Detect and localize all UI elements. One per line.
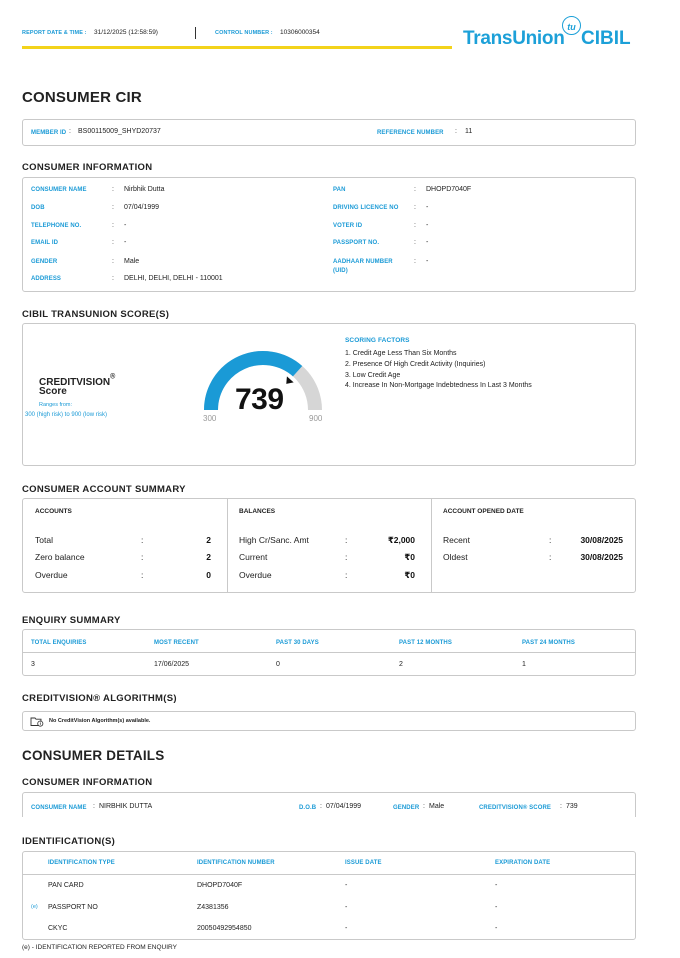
score-value: 739 bbox=[235, 383, 284, 416]
header-divider bbox=[195, 27, 196, 39]
identifications-box bbox=[22, 851, 636, 940]
telephone-value: - bbox=[124, 222, 127, 229]
passport-label: PASSPORT NO. bbox=[333, 240, 380, 246]
balance-high-colon: : bbox=[345, 535, 348, 545]
voter-id-label: VOTER ID bbox=[333, 223, 363, 229]
details-dob-value: 07/04/1999 bbox=[326, 803, 362, 810]
id-row-3-issue: - bbox=[345, 925, 348, 932]
telephone-colon: : bbox=[112, 222, 114, 229]
balances-title: BALANCES bbox=[239, 508, 276, 515]
enquiry-col-12m: PAST 12 MONTHS bbox=[399, 640, 452, 646]
details-name-colon: : bbox=[93, 803, 95, 810]
details-dob-colon: : bbox=[320, 803, 322, 810]
aadhaar-colon: : bbox=[414, 258, 416, 265]
id-row-3-type: CKYC bbox=[48, 925, 68, 932]
opened-title: ACCOUNT OPENED DATE bbox=[443, 508, 524, 515]
enquiry-col-24m: PAST 24 MONTHS bbox=[522, 640, 575, 646]
accounts-zero-value: 2 bbox=[206, 552, 211, 562]
creditvision-reg: ® bbox=[110, 373, 116, 381]
driving-licence-label: DRIVING LICENCE NO bbox=[333, 205, 399, 211]
pan-value: DHOPD7040F bbox=[426, 186, 472, 193]
dob-colon: : bbox=[112, 204, 114, 211]
tu-badge-text: tu bbox=[567, 22, 576, 32]
scoring-factor-4: 4. Increase In Non-Mortgage Indebtedness In Last 3 Months bbox=[345, 382, 532, 389]
details-dob-label: D.O.B bbox=[299, 805, 317, 811]
summary-divider-1 bbox=[227, 499, 228, 592]
range-label: Ranges from: bbox=[39, 402, 73, 408]
details-score-value: 739 bbox=[566, 803, 578, 810]
enquiry-val-recent: 17/06/2025 bbox=[154, 661, 190, 668]
id-row-1-expiry: - bbox=[495, 882, 498, 889]
aadhaar-label: AADHAAR NUMBER bbox=[333, 259, 393, 265]
id-row-2-expiry: - bbox=[495, 904, 498, 911]
enquiry-header-rule bbox=[23, 652, 635, 653]
balance-high-value: ₹2,000 bbox=[387, 535, 415, 545]
range-text: 300 (high risk) to 900 (low risk) bbox=[25, 412, 108, 418]
aadhaar-value: - bbox=[426, 258, 429, 265]
balance-current-value: ₹0 bbox=[404, 552, 415, 562]
id-row-1-type: PAN CARD bbox=[48, 882, 84, 889]
algorithm-heading: CREDITVISION® ALGORITHM(S) bbox=[22, 693, 177, 704]
member-id-value: BS00115009_SHYD20737 bbox=[78, 128, 161, 135]
page-title: CONSUMER CIR bbox=[22, 89, 142, 106]
id-col-type: IDENTIFICATION TYPE bbox=[48, 860, 115, 866]
summary-divider-2 bbox=[431, 499, 432, 592]
enquiry-summary-box bbox=[22, 629, 636, 676]
dob-label: DOB bbox=[31, 205, 45, 211]
consumer-name-label: CONSUMER NAME bbox=[31, 187, 87, 193]
account-summary-heading: CONSUMER ACCOUNT SUMMARY bbox=[22, 484, 186, 495]
aadhaar-label-uid: (UID) bbox=[333, 268, 348, 274]
logo-cibil-text: CIBIL bbox=[581, 28, 631, 49]
control-number-value: 10306000354 bbox=[280, 29, 320, 36]
details-gender-label: GENDER bbox=[393, 805, 420, 811]
identifications-footnote: (e) - IDENTIFICATION REPORTED FROM ENQUIRY bbox=[22, 944, 177, 951]
id-col-number: IDENTIFICATION NUMBER bbox=[197, 860, 275, 866]
member-id-colon: : bbox=[69, 128, 71, 135]
email-label: EMAIL ID bbox=[31, 240, 59, 246]
identifications-header-rule bbox=[23, 874, 635, 875]
id-row-2-number: Z4381356 bbox=[197, 904, 229, 911]
account-summary-box bbox=[22, 498, 636, 593]
accounts-total-label: Total bbox=[35, 535, 53, 545]
accounts-overdue-label: Overdue bbox=[35, 570, 68, 580]
id-row-3-number: 20050492954850 bbox=[197, 925, 252, 932]
creditvision-name: CREDITVISION bbox=[39, 377, 111, 388]
accounts-title: ACCOUNTS bbox=[35, 508, 72, 515]
passport-value: - bbox=[426, 239, 429, 246]
score-box bbox=[22, 323, 636, 466]
opened-oldest-label: Oldest bbox=[443, 552, 468, 562]
details-name-label: CONSUMER NAME bbox=[31, 805, 87, 811]
report-date-value: 31/12/2025 (12:58:59) bbox=[94, 29, 158, 36]
reference-number-value: 11 bbox=[465, 128, 473, 135]
scoring-factors-heading: SCORING FACTORS bbox=[345, 337, 410, 344]
balance-overdue-value: ₹0 bbox=[404, 570, 415, 580]
scoring-factor-1: 1. Credit Age Less Than Six Months bbox=[345, 350, 457, 357]
opened-recent-label: Recent bbox=[443, 535, 470, 545]
enquiry-val-30: 0 bbox=[276, 661, 280, 668]
driving-licence-value: - bbox=[426, 204, 429, 211]
opened-recent-colon: : bbox=[549, 535, 552, 545]
gauge-max-label: 900 bbox=[309, 414, 323, 423]
id-row-2-type: PASSPORT NO bbox=[48, 904, 98, 911]
consumer-details-heading: CONSUMER INFORMATION bbox=[22, 777, 153, 788]
address-value: DELHI, DELHI, DELHI - 110001 bbox=[124, 275, 223, 282]
gender-value: Male bbox=[124, 258, 140, 265]
consumer-details-title: CONSUMER DETAILS bbox=[22, 748, 165, 763]
gauge-pointer-icon bbox=[286, 376, 293, 383]
consumer-info-heading: CONSUMER INFORMATION bbox=[22, 162, 153, 173]
opened-oldest-value: 30/08/2025 bbox=[580, 552, 623, 562]
algorithm-message: No CreditVision Algorithm(s) available. bbox=[49, 718, 151, 724]
accounts-total-value: 2 bbox=[206, 535, 211, 545]
gauge-min-label: 300 bbox=[203, 414, 217, 423]
transunion-cibil-logo bbox=[463, 16, 643, 52]
consumer-info-box bbox=[22, 177, 636, 292]
accounts-overdue-value: 0 bbox=[206, 570, 211, 580]
details-score-label: CREDITVISION® SCORE bbox=[479, 805, 551, 811]
details-gender-value: Male bbox=[429, 803, 445, 810]
id-row-2-issue: - bbox=[345, 904, 348, 911]
address-label: ADDRESS bbox=[31, 276, 62, 282]
scoring-factor-2: 2. Presence Of High Credit Activity (Inquiries) bbox=[345, 361, 486, 368]
folder-info-icon bbox=[30, 716, 44, 727]
dob-value: 07/04/1999 bbox=[124, 204, 160, 211]
creditvision-sub: Score bbox=[39, 386, 67, 397]
id-row-1-number: DHOPD7040F bbox=[197, 882, 243, 889]
opened-oldest-colon: : bbox=[549, 552, 552, 562]
member-box bbox=[22, 119, 636, 146]
enquiry-val-24m: 1 bbox=[522, 661, 526, 668]
email-colon: : bbox=[112, 239, 114, 246]
balance-overdue-label: Overdue bbox=[239, 570, 272, 580]
control-number-label: CONTROL NUMBER : bbox=[215, 30, 273, 36]
reference-number-colon: : bbox=[455, 128, 457, 135]
identifications-heading: IDENTIFICATION(S) bbox=[22, 836, 116, 847]
pan-colon: : bbox=[414, 186, 416, 193]
enquiry-summary-heading: ENQUIRY SUMMARY bbox=[22, 615, 121, 626]
header-yellow-rule bbox=[22, 46, 452, 49]
telephone-label: TELEPHONE NO. bbox=[31, 223, 82, 229]
balance-high-label: High Cr/Sanc. Amt bbox=[239, 535, 309, 545]
balance-overdue-colon: : bbox=[345, 570, 348, 580]
enquiry-col-recent: MOST RECENT bbox=[154, 640, 199, 646]
id-col-issue: ISSUE DATE bbox=[345, 860, 382, 866]
consumer-name-value: Nirbhik Dutta bbox=[124, 186, 165, 193]
opened-recent-value: 30/08/2025 bbox=[580, 535, 623, 545]
score-heading: CIBIL TRANSUNION SCORE(S) bbox=[22, 309, 170, 320]
algorithm-box bbox=[22, 711, 636, 731]
id-col-expiry: EXPIRATION DATE bbox=[495, 860, 551, 866]
gender-label: GENDER bbox=[31, 259, 58, 265]
report-date-label: REPORT DATE & TIME : bbox=[22, 30, 87, 36]
accounts-zero-colon: : bbox=[141, 552, 144, 562]
details-name-value: NIRBHIK DUTTA bbox=[99, 803, 153, 810]
enquiry-col-30: PAST 30 DAYS bbox=[276, 640, 319, 646]
passport-colon: : bbox=[414, 239, 416, 246]
consumer-name-colon: : bbox=[112, 186, 114, 193]
enquiry-val-total: 3 bbox=[31, 661, 35, 668]
id-row-2-flag: (e) bbox=[31, 904, 38, 910]
scoring-factor-3: 3. Low Credit Age bbox=[345, 372, 401, 379]
consumer-details-strip bbox=[22, 792, 636, 817]
email-value: - bbox=[124, 239, 127, 246]
voter-id-colon: : bbox=[414, 222, 416, 229]
balance-current-label: Current bbox=[239, 552, 268, 562]
id-row-1-issue: - bbox=[345, 882, 348, 889]
id-row-3-expiry: - bbox=[495, 925, 498, 932]
gender-colon: : bbox=[112, 258, 114, 265]
balance-current-colon: : bbox=[345, 552, 348, 562]
member-id-label: MEMBER ID bbox=[31, 130, 67, 136]
reference-number-label: REFERENCE NUMBER bbox=[377, 130, 444, 136]
details-score-colon: : bbox=[560, 803, 562, 810]
accounts-total-colon: : bbox=[141, 535, 144, 545]
enquiry-val-12m: 2 bbox=[399, 661, 403, 668]
logo-transunion-text: TransUnion bbox=[463, 28, 565, 49]
enquiry-col-total: TOTAL ENQUIRIES bbox=[31, 640, 87, 646]
details-gender-colon: : bbox=[423, 803, 425, 810]
accounts-overdue-colon: : bbox=[141, 570, 144, 580]
accounts-zero-label: Zero balance bbox=[35, 552, 85, 562]
driving-licence-colon: : bbox=[414, 204, 416, 211]
voter-id-value: - bbox=[426, 222, 429, 229]
tu-badge-icon bbox=[562, 16, 581, 35]
address-colon: : bbox=[112, 275, 114, 282]
pan-label: PAN bbox=[333, 187, 346, 193]
